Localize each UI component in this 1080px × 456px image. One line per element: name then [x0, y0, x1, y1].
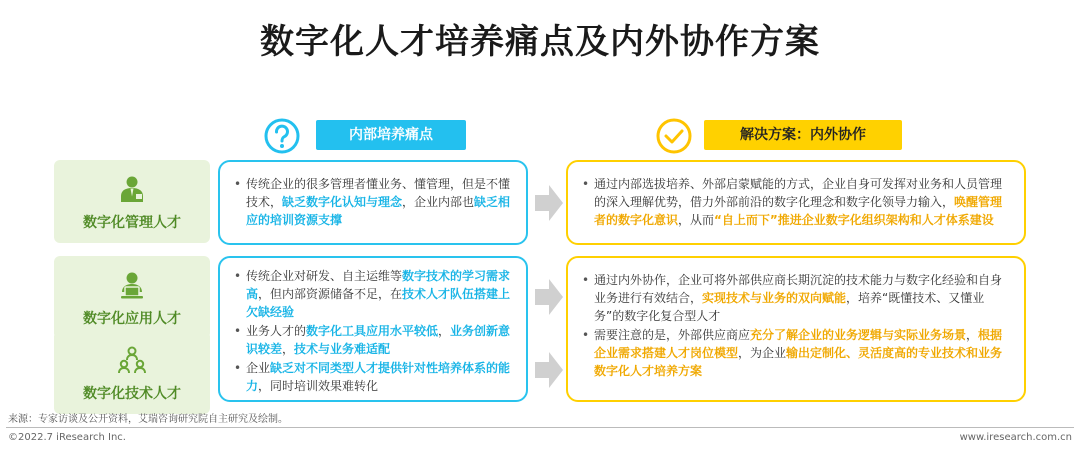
manager-person-icon [117, 174, 147, 204]
highlight-text: 缺乏数字化认知与理念 [282, 195, 403, 209]
highlight-text: 唤醒管理者的数字化意识 [594, 195, 1003, 227]
body-text: 需要注意的是，外部供应商应 [594, 328, 751, 342]
check-circle-icon [654, 116, 694, 156]
role-label: 数字化技术人才 [83, 386, 181, 402]
footer-divider [6, 427, 1074, 428]
solution-box-management [566, 160, 1026, 245]
body-text: ，为企业 [738, 346, 787, 360]
website: www.iresearch.com.cn [959, 432, 1072, 443]
body-text: 传统企业的很多管理者懂业务、懂管理，但是不懂技术， [246, 177, 511, 209]
solution-box-application-technology [566, 256, 1026, 402]
highlight-text: 输出定制化、灵活度高的专业技术和业务数字化人才培养方案 [594, 346, 1003, 378]
body-text: ，企业内部也 [402, 195, 475, 209]
role-label: 数字化应用人才 [83, 311, 181, 327]
highlight-text: “自上而下”推进企业数字化组织架构和人才体系建设 [714, 213, 994, 227]
pain-box-management [218, 160, 528, 245]
list-item [580, 175, 1010, 229]
arrow-right-icon [535, 183, 563, 223]
highlight-text: 根据企业需求搭建人才岗位模型 [594, 328, 1003, 360]
arrow-right-icon [535, 277, 563, 317]
body-text: 通过内部选拔培养、外部启蒙赋能的方式，企业自身可发挥对业务和人员管理的深入理解优势，借力外部前沿的数字化理念和数字化领导力输入， [594, 177, 1003, 209]
role-card-management [54, 160, 210, 243]
team-network-icon [117, 345, 147, 375]
highlight-text: 数字技术的学习需求高 [246, 269, 511, 301]
highlight-text: 实现技术与业务的双向赋能 [702, 291, 847, 305]
question-circle-icon [262, 116, 302, 156]
highlight-text: 技术与业务难适配 [294, 342, 391, 356]
body-text: ， [966, 328, 979, 342]
body-text: ，培养“既懂技术、又懂业务”的数字化复合型人才 [594, 291, 985, 323]
list-item [580, 271, 1010, 325]
copyright: ©2022.7 iResearch Inc. [8, 432, 126, 443]
list-item [232, 322, 512, 358]
highlight-text: 技术人才队伍搭建上欠缺经验 [246, 287, 511, 319]
body-text: ，同时培训效果难转化 [258, 379, 379, 393]
list-item [232, 175, 512, 229]
list-item [232, 267, 512, 321]
page-title: 数字化人才培养痛点及内外协作方案 [260, 22, 820, 62]
pain-box-application-technology [218, 256, 528, 402]
body-text: 通过内外协作，企业可将外部供应商长期沉淀的技术能力与数字化经验和自身业务进行有效结合， [594, 273, 1003, 305]
body-text: 业务人才的 [246, 324, 307, 338]
solution-header: 解决方案：内外协作 [704, 120, 902, 150]
computer-user-icon [117, 270, 147, 300]
role-card-application [54, 256, 210, 339]
highlight-text: 充分了解企业的业务逻辑与实际业务场景 [750, 328, 967, 342]
highlight-text: 业务创新意识较差 [246, 324, 511, 356]
list-item [580, 326, 1010, 380]
arrow-right-icon [535, 350, 563, 390]
highlight-text: 缺乏相应的培训资源支撑 [246, 195, 511, 227]
body-text: ，但内部资源储备不足，在 [258, 287, 403, 301]
body-text: ， [282, 342, 295, 356]
body-text: ， [438, 324, 451, 338]
pain-points-header: 内部培养痛点 [316, 120, 466, 150]
list-item [232, 359, 512, 395]
source-note: 来源：专家访谈及公开资料，艾瑞咨询研究院自主研究及绘制。 [8, 414, 288, 425]
role-card-technology [54, 331, 210, 414]
highlight-text: 缺乏对不同类型人才提供针对性培养体系的能力 [246, 361, 511, 393]
body-text: ，从而 [678, 213, 715, 227]
body-text: 传统企业对研发、自主运维等 [246, 269, 403, 283]
role-label: 数字化管理人才 [83, 215, 181, 231]
body-text: 企业 [246, 361, 271, 375]
highlight-text: 数字化工具应用水平较低 [306, 324, 439, 338]
